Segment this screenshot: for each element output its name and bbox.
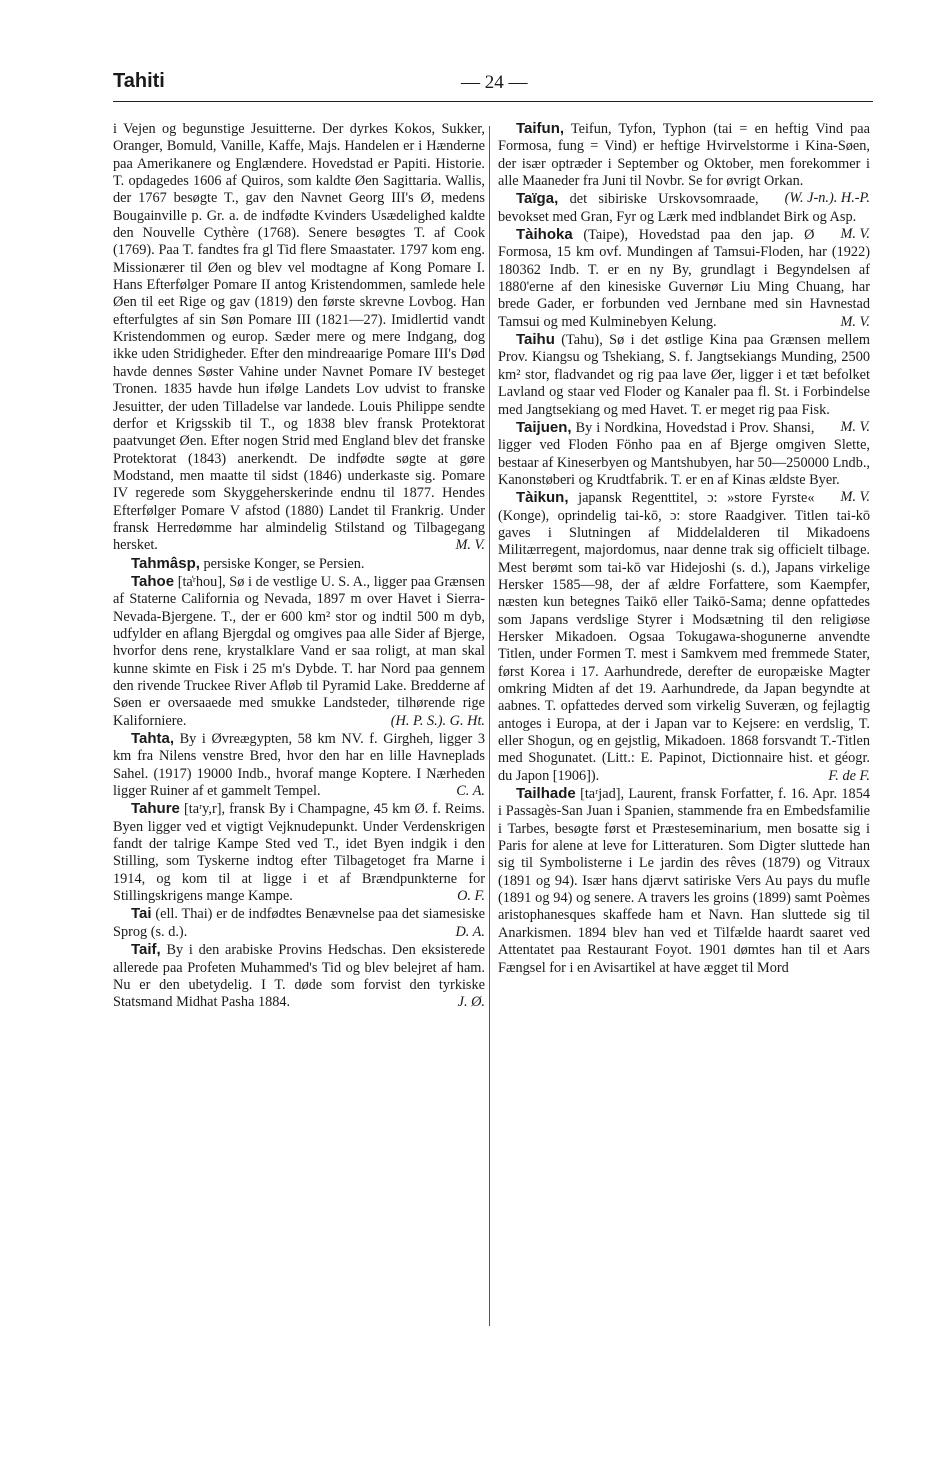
entry-signature: F. de F. <box>828 767 870 784</box>
left-column <box>113 120 485 1330</box>
entry <box>113 573 485 730</box>
entry-headword: Tàikun, <box>516 489 569 507</box>
entry <box>498 489 870 785</box>
entry-text: japansk Regenttitel, ɔ: »store Fyrste« (Konge), oprindelig tai-kō, ɔ: store Raadgiver. Titlen tai-kō gaves i Slutningen af Middelalderen til Mikadoens Militærregent, majordomus, naar denne trak sig officielt tilbage. Mest berømt som tai-kō var Hidejoshi (s. d.), Japans virkelige Hersker 1585—98, der af ældre Forfattere, som Kaempfer, næsten kun betegnes Taikō eller Taikō-Sama; denne opfattedes som Japans verdslige Styrer i Modsætning til den religiøse Hersker Mikadoen. Ogsaa Tokugawa-shogunerne anvendte Titlen, under Formen T. mest i Samkvem med fremmede Stater, først Korea i 17. Aarhundrede, derefter de europæiske Magter omkring Midten af det 19. Aarhundrede, da Japan begyndte at aabnes. T. opfattedes derved som virkelig Suveræn, og fejlagtig antoges i Europa, at der i Japan var to Kejsere: en verdslig, T. eller Shogun, og en gejstlig, Mikadoen. 1868 forsvandt T.-Titlen med Shogunatet. (Litt.: E. Papinot, Dictionnaire hist. et géogr. du Japon [1906]). <box>498 490 870 784</box>
entry-text: [ta̍ʳhou], Sø i de vestlige U. S. A., ligger paa Grænsen af Staterne California og Nevada, 1897 m over Havet i Sierra-Nevada-Bjergene. T., der er 600 km² stor og indtil 500 m dyb, udfylder en aflang Bjergdal og omgives paa alle Sider af Bjerge, hvorfor dens rene, krystalklare Vand er saa roligt, at man skal kunne skimte en Fisk i 25 m's Dybde. T. har Nord paa gennem den rivende Truckee River Afløb til Pyramid Lake. Bredderne af Søen er oversaaede med smukke Landsteder, tilhørende rige Kaliforniere. <box>113 573 485 729</box>
entry-signature: (W. J-n.). H.-P. <box>784 190 870 207</box>
entry-signature: M. V. <box>840 418 870 435</box>
entry-text: [taʳjad], Laurent, fransk Forfatter, f. 16. Apr. 1854 i Passagès-San Juan i Spanien, stammende fra en Embedsfamilie i Tarbes, besøgte først et Præsteseminarium, men bosatte sig i Paris for alene at leve for Litteraturen. Som Digter sluttede han sig til Symbolisterne i Le jardin des rêves (1879) og Vitraux (1891 og 94). Især hans djærvt satiriske Vers Au pays du mufle (1891 og 94) og senere. A travers les groins (1899) samt Poèmes aristophanesques skaffede ham et Navn. Han sluttede sig til Anarkismen. 1894 blev han ved et Tilfælde haardt saaret ved Attentatet paa Restaurant Foyot. 1901 dømtes han til et Aars Fængsel for i en Avisartikel at have ægget til Mord <box>498 786 870 976</box>
page-header <box>113 68 873 102</box>
entry-text: i Vejen og begunstige Jesuitterne. Der dyrkes Kokos, Sukker, Oranger, Bomuld, Vanille, Kaffe, Majs. Handelen er i Hænderne paa Amerikanere og Englændere. Hovedstad er Papiti. Historie. T. opdagedes 1606 af Quiros, som kaldte Øen Sagittaria. Wallis, der 1767 besøgte T., gav den Navnet Georg III's Ø, medens Bougainville p. Gr. a. de indfødte Kvinders Usædelighed kaldte den Nouvelle Cythère (1768). Senere besøgtes T. af Cook (1769). Paa T. fandtes fra gl Tid flere Smaastater. 1797 kom eng. Missionærer til Øen og blev vel modtagne af Kong Pomare I. Hans Efterfølger Pomare II antog Kristendommen, samlede hele Øen til eet Rige og gav (1819) den første skrevne Lovbog. Han efterfulgtes af sin Søn Pomare III (1821—27). Imidlertid vandt Kristendommen og europ. Sæder mere og mere Indgang, dog ikke uden Stridigheder. Efter den mindreaarige Pomare III's Død havde dennes Søster Vahine under Navnet Pomare IV besteget Tronen. 1835 havde hun ifølge Landets Lov udvist to franske Jesuitter, der uden Tilladelse var landede. Louis Philippe sendte derfor et Krigsskib til T., og 1838 blev fransk Protektorat paatvunget Øen. Efter nogen Strid med England blev det franske Protektorat (1843) anerkendt. De indfødte søgte at gøre Modstand, men maatte til sidst (1846) underkaste sig. Pomare IV regerede som Skyggeherskerinde endnu til 1877. Hendes Efterfølger Pomare V afstod (1880) Landet til Frankrig. Under fransk Herredømme har almindelig Stilstand og Tilbagegang hersket. <box>113 121 485 554</box>
entry <box>113 120 485 555</box>
entry-text: (Tahu), Sø i det østlige Kina paa Grænsen mellem Prov. Kiangsu og Tshekiang, S. f. Jangtsekiangs Munding, 2500 km² stor, fladvandet og rig paa lave Øer, ligger i et tæt befolket Lavland og staar ved Floder og Kanaler paa fl. St. i Forbindelse med Jangtsekiang og med Havet. T. er meget rig paa Fisk. <box>498 332 870 418</box>
entry-signature: M. V. <box>455 537 485 554</box>
header-rule <box>113 101 873 102</box>
entry-text: [taʳy,r], fransk By i Champagne, 45 km Ø. f. Reims. Byen ligger ved et vigtigt Vejknudepunkt. Under Verdenskrigen fandt der talrige Kampe Sted ved T., idet Byen indgik i den Stilling, som Tyskerne indtog efter Tilbagetoget fra Marne i 1914, og kom til at ligge i et af Brændpunkterne for Stillingskrigens mange Kampe. <box>113 801 485 905</box>
entry-text: persiske Konger, se Persien. <box>203 555 365 572</box>
entry-signature: O. F. <box>457 888 485 905</box>
entry <box>113 941 485 1011</box>
entry-headword: Tahmâsp, <box>131 554 200 572</box>
page-number: — 24 — <box>461 72 528 93</box>
column-divider <box>489 126 490 1326</box>
entry-signature: M. V. <box>840 489 870 506</box>
entry-signature: M. V. <box>840 313 870 330</box>
entry-signature: D. A. <box>455 923 485 940</box>
entry-text: det sibiriske Urskovsomraade, bevokset med Gran, Fyr og Lærk med indblandet Birk og Asp. <box>498 191 857 225</box>
entry <box>113 905 485 941</box>
entry-headword: Taif, <box>131 941 161 959</box>
entry-signature: C. A. <box>456 783 485 800</box>
entry-headword: Tàihoka <box>516 226 573 244</box>
entry-text: By i den arabiske Provins Hedschas. Den eksisterede allerede paa Profeten Muhammed's Tid og blev belejret af ham. Nu er den ubetydelig. I T. døde som forvist den tyrkiske Statsmand Midhat Pasha 1884. <box>113 942 485 1011</box>
entry-text: By i Nordkina, Hovedstad i Prov. Shansi, ligger ved Floden Fönho paa en af Bjerge omgiven Slette, bestaar af Kineserbyen og Mantshubyen, har 50—250000 Lndb., Kanonstøberi og Krudtfabrik. T. er en af Kinas ældste Byer. <box>498 419 870 488</box>
entry-headword: Tailhade <box>516 785 576 803</box>
entry <box>498 785 870 977</box>
entry <box>113 555 485 573</box>
running-head-word: Tahiti <box>113 70 165 92</box>
entry-headword: Tai <box>131 905 152 923</box>
entry <box>113 800 485 905</box>
entry-headword: Taifun, <box>516 120 565 137</box>
entry-signature: (H. P. S.). G. Ht. <box>390 712 485 729</box>
entry-headword: Taijuen, <box>516 418 572 436</box>
entry-text: Teifun, Tyfon, Typhon (tai = en heftig Vind paa Formosa, fung = Vind) er heftige Hvirvelstorme i Kina-Søen, der især optræder i September og Oktober, men forekommer i alle Maaneder fra Juni til Novbr. Se for øvrigt Orkan. <box>498 121 870 190</box>
entry-headword: Taïga, <box>516 190 559 208</box>
entry-text: (Taipe), Hovedstad paa den jap. Ø Formosa, 15 km ovf. Mundingen af Tamsui-Floden, har (1922) 180362 Indb. T. er en ny By, grundlagt i Begyndelsen af 1880'erne af den kinesiske Guvernør Liu Ming Chuang, har brede Gader, er forbunden ved Jernbane med sin Havnestad Tamsui og med Kulminebyen Kelung. <box>498 227 870 330</box>
entry-signature: M. V. <box>840 226 870 243</box>
entry <box>498 226 870 331</box>
entry-headword: Tahure <box>131 800 180 818</box>
entry-headword: Taihu <box>516 331 555 349</box>
entry-signature: J. Ø. <box>457 994 485 1011</box>
entry-headword: Tahta, <box>131 730 175 748</box>
entry <box>113 730 485 800</box>
right-column <box>498 120 870 1330</box>
entry-headword: Tahoe <box>131 572 175 590</box>
entry-text: By i Øvreægypten, 58 km NV. f. Girgheh, ligger 3 km fra Nilens venstre Bred, hvor den har en lille Havneplads Sahel. (1917) 19000 Indb., hvoraf mange Koptere. I Nærheden ligger Ruiner af et gammelt Tempel. <box>113 731 485 800</box>
entry-text: (ell. Thai) er de indfødtes Benævnelse paa det siamesiske Sprog (s. d.). <box>113 906 485 940</box>
